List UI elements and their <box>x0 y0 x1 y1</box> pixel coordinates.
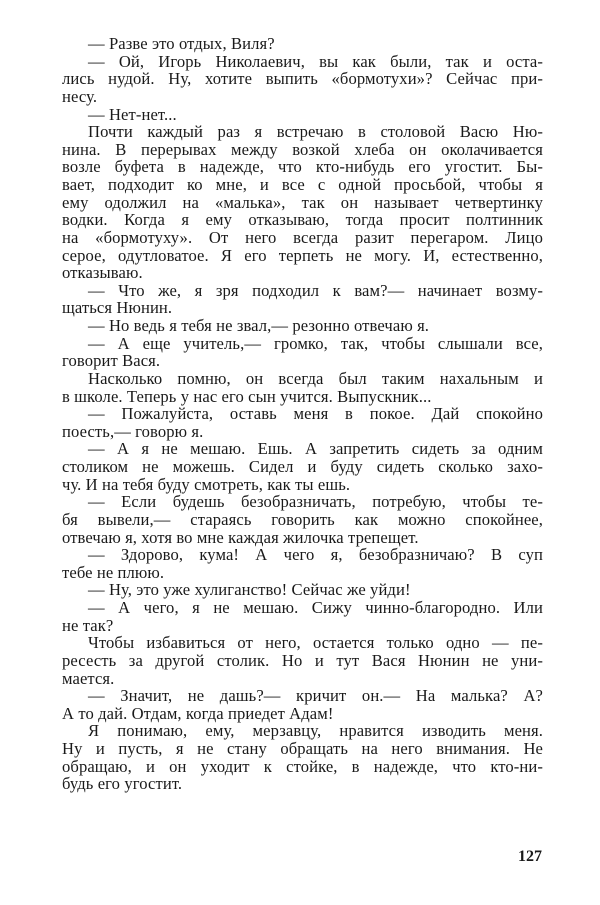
text-line: щаться Нюнин. <box>62 298 173 318</box>
text-line: говорит Вася. <box>62 351 161 371</box>
text-line: Почти каждый раз я встречаю в столовой Васю Ню- <box>88 122 543 142</box>
text-line: — А чего, я не мешаю. Сижу чинно-благородно. Или <box>88 598 543 617</box>
text-line: будь его угостит. <box>62 774 183 794</box>
text-line: отвечаю я, хотя во мне каждая жилочка трепещет. <box>62 527 419 547</box>
text-line: — Значит, не дашь?— кричит он.— На малька? А? <box>88 686 543 706</box>
text-line: — Нет-нет... <box>88 104 177 124</box>
text-line: А то дай. Отдам, когда приедет Адам! <box>62 703 334 723</box>
page-number: 127 <box>518 848 542 865</box>
text-line: — Но ведь я тебя не звал,— резонно отвечаю я. <box>88 316 430 335</box>
text-line: обращаю, и он уходит к стойке, в надежде, что кто-ни- <box>62 756 543 776</box>
text-line: — Ой, Игорь Николаевич, вы как были, так и оста- <box>88 51 543 71</box>
text-line: вает, подходит ко мне, и все с одной просьбой, чтобы я <box>62 175 543 194</box>
text-line: столиком не можешь. Сидел и буду сидеть сколько захо- <box>62 457 543 476</box>
text-line: серое, одутловатое. Я его терпеть не могу. И, естественно, <box>62 245 543 265</box>
text-line: не так? <box>62 615 114 635</box>
text-line: отказываю. <box>62 263 143 283</box>
text-line: поесть,— говорю я. <box>62 421 204 441</box>
text-line: Насколько помню, он всегда был таким нахальным и <box>88 368 543 388</box>
text-line: — Ну, это уже хулиганство! Сейчас же уйди! <box>88 580 411 600</box>
text-line: — Разве это отдых, Виля? <box>88 34 275 53</box>
text-line: Я понимаю, ему, мерзавцу, нравится изводить меня. <box>88 721 543 741</box>
text-line: нина. В перерывах между возкой хлеба он околачивается <box>62 139 543 159</box>
text-line: мается. <box>62 668 115 688</box>
text-line: бя вывели,— стараясь говорить как можно спокойнее, <box>62 509 543 529</box>
text-line: лись нудой. Ну, хотите выпить «бормотухи»? Сейчас при- <box>62 69 543 89</box>
text-line: ему одолжил на «малька», так он называет четвертинку <box>62 192 543 212</box>
text-line: водки. Когда я ему отказываю, тогда просит полтинник <box>62 210 543 230</box>
text-line: — А я не мешаю. Ешь. А запретить сидеть за одним <box>88 439 543 459</box>
text-line: — А еще учитель,— громко, так, чтобы слышали все, <box>88 333 543 353</box>
text-line: — Пожалуйста, оставь меня в покое. Дай спокойно <box>88 404 543 424</box>
text-line: — Что же, я зря подходил к вам?— начинает возму- <box>88 280 543 300</box>
text-line: возле буфета в надежде, что кто-нибудь его угостит. Бы- <box>62 157 543 177</box>
text-line: несу. <box>62 86 98 106</box>
text-line: на «бормотуху». От него всегда разит перегаром. Лицо <box>62 227 543 247</box>
text-line: — Если будешь безобразничать, потребую, чтобы те- <box>88 492 543 512</box>
text-line: чу. И на тебя буду смотреть, как ты ешь. <box>62 474 351 494</box>
text-line: Чтобы избавиться от него, остается только одно — пе- <box>88 633 543 653</box>
page-body-text <box>62 35 543 793</box>
text-line: — Здорово, кума! А чего я, безобразничаю? В суп <box>88 545 543 565</box>
text-line: ресесть за другой столик. Но и тут Вася Нюнин не уни- <box>62 650 543 670</box>
text-line: в школе. Теперь у нас его сын учится. Выпускник... <box>62 386 432 406</box>
text-line: Ну и пусть, я не стану обращать на него внимания. Не <box>62 739 543 758</box>
text-line: тебе не плюю. <box>62 562 165 582</box>
